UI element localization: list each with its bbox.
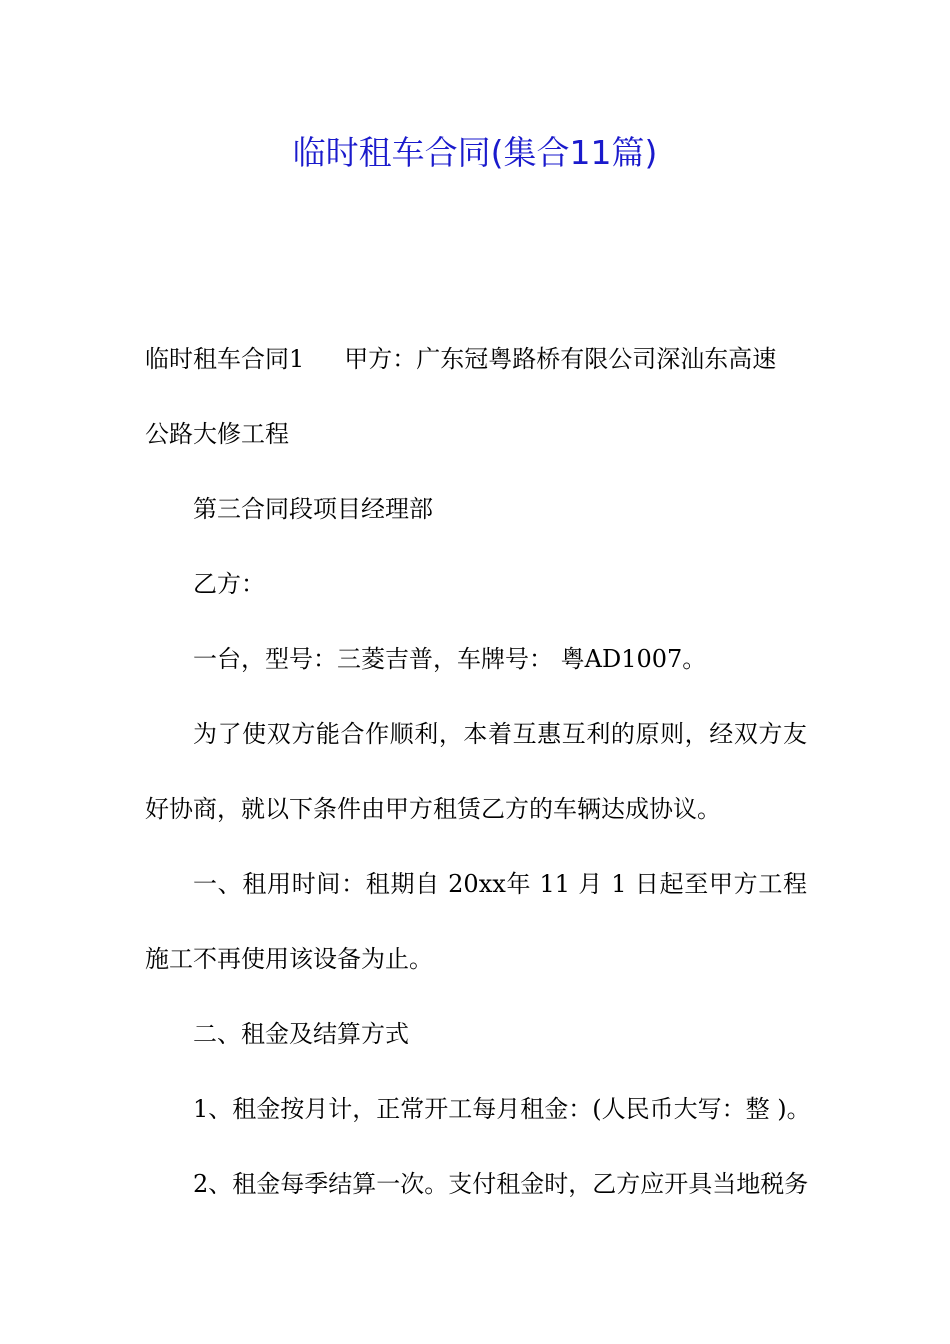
paragraph-line-4: 乙方： — [193, 570, 265, 598]
paragraph-line-2: 公路大修工程 — [145, 420, 289, 448]
contract-heading: 临时租车合同1 — [145, 345, 305, 373]
paragraph-line-9: 施工不再使用该设备为止。 — [145, 945, 433, 973]
paragraph-line-11: 1、租金按月计，正常开工每月租金：(人民币大写：整 )。 — [193, 1095, 811, 1123]
paragraph-line-1 — [145, 341, 776, 377]
paragraph-line-6: 为了使双方能合作顺利，本着互惠互利的原则，经双方友 — [193, 720, 807, 748]
paragraph-line-12: 2、租金每季结算一次。支付租金时，乙方应开具当地税务 — [193, 1170, 809, 1198]
party-a-label: 甲方：广东冠粤路桥有限公司深汕东高速 — [344, 345, 777, 373]
document-title: 临时租车合同(集合11篇) — [292, 133, 658, 172]
paragraph-line-7: 好协商，就以下条件由甲方租赁乙方的车辆达成协议。 — [145, 795, 721, 823]
paragraph-line-5: 一台，型号：三菱吉普，车牌号： 粤AD1007。 — [193, 645, 707, 673]
paragraph-line-8: 一、租用时间：租期自 20xx年 11 月 1 日起至甲方工程 — [193, 870, 807, 898]
paragraph-line-10: 二、租金及结算方式 — [193, 1020, 409, 1048]
paragraph-line-3: 第三合同段项目经理部 — [193, 495, 433, 523]
